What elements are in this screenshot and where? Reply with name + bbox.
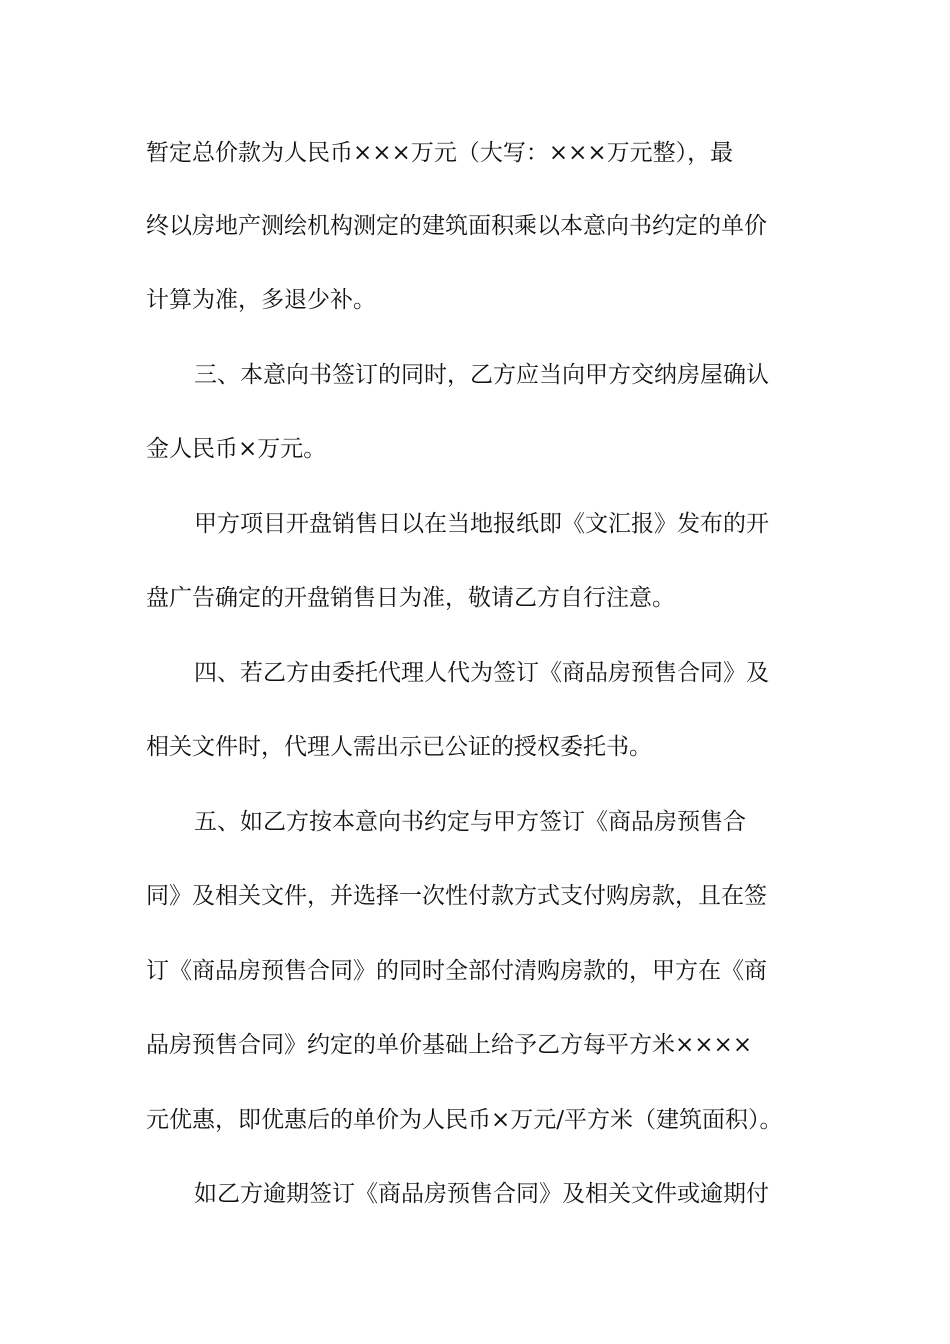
text-line: 终以房地产测绘机构测定的建筑面积乘以本意向书约定的单价 — [146, 213, 767, 239]
text-line: 品房预售合同》约定的单价基础上给予乙方每平方米×××× — [146, 1032, 753, 1058]
text-line: 订《商品房预售合同》的同时全部付清购房款的，甲方在《商 — [146, 958, 767, 984]
text-line: 盘广告确定的开盘销售日为准，敬请乙方自行注意。 — [146, 585, 675, 611]
text-line: 暂定总价款为人民币×××万元（大写：×××万元整），最 — [146, 140, 734, 166]
text-line: 甲方项目开盘销售日以在当地报纸即《文汇报》发布的开 — [194, 511, 769, 537]
text-line: 同》及相关文件，并选择一次性付款方式支付购房款，且在签 — [146, 883, 767, 909]
text-line: 如乙方逾期签订《商品房预售合同》及相关文件或逾期付 — [194, 1181, 769, 1207]
text-line: 金人民币×万元。 — [146, 436, 327, 462]
text-line: 相关文件时，代理人需出示已公证的授权委托书。 — [146, 734, 652, 760]
text-line: 计算为准，多退少补。 — [146, 287, 376, 313]
text-line: 元优惠，即优惠后的单价为人民币×万元/平方米（建筑面积）。 — [146, 1107, 783, 1133]
text-line: 三、本意向书签订的同时，乙方应当向甲方交纳房屋确认 — [194, 362, 769, 388]
text-line: 五、如乙方按本意向书约定与甲方签订《商品房预售合 — [194, 809, 746, 835]
text-line: 四、若乙方由委托代理人代为签订《商品房预售合同》及 — [194, 660, 769, 686]
